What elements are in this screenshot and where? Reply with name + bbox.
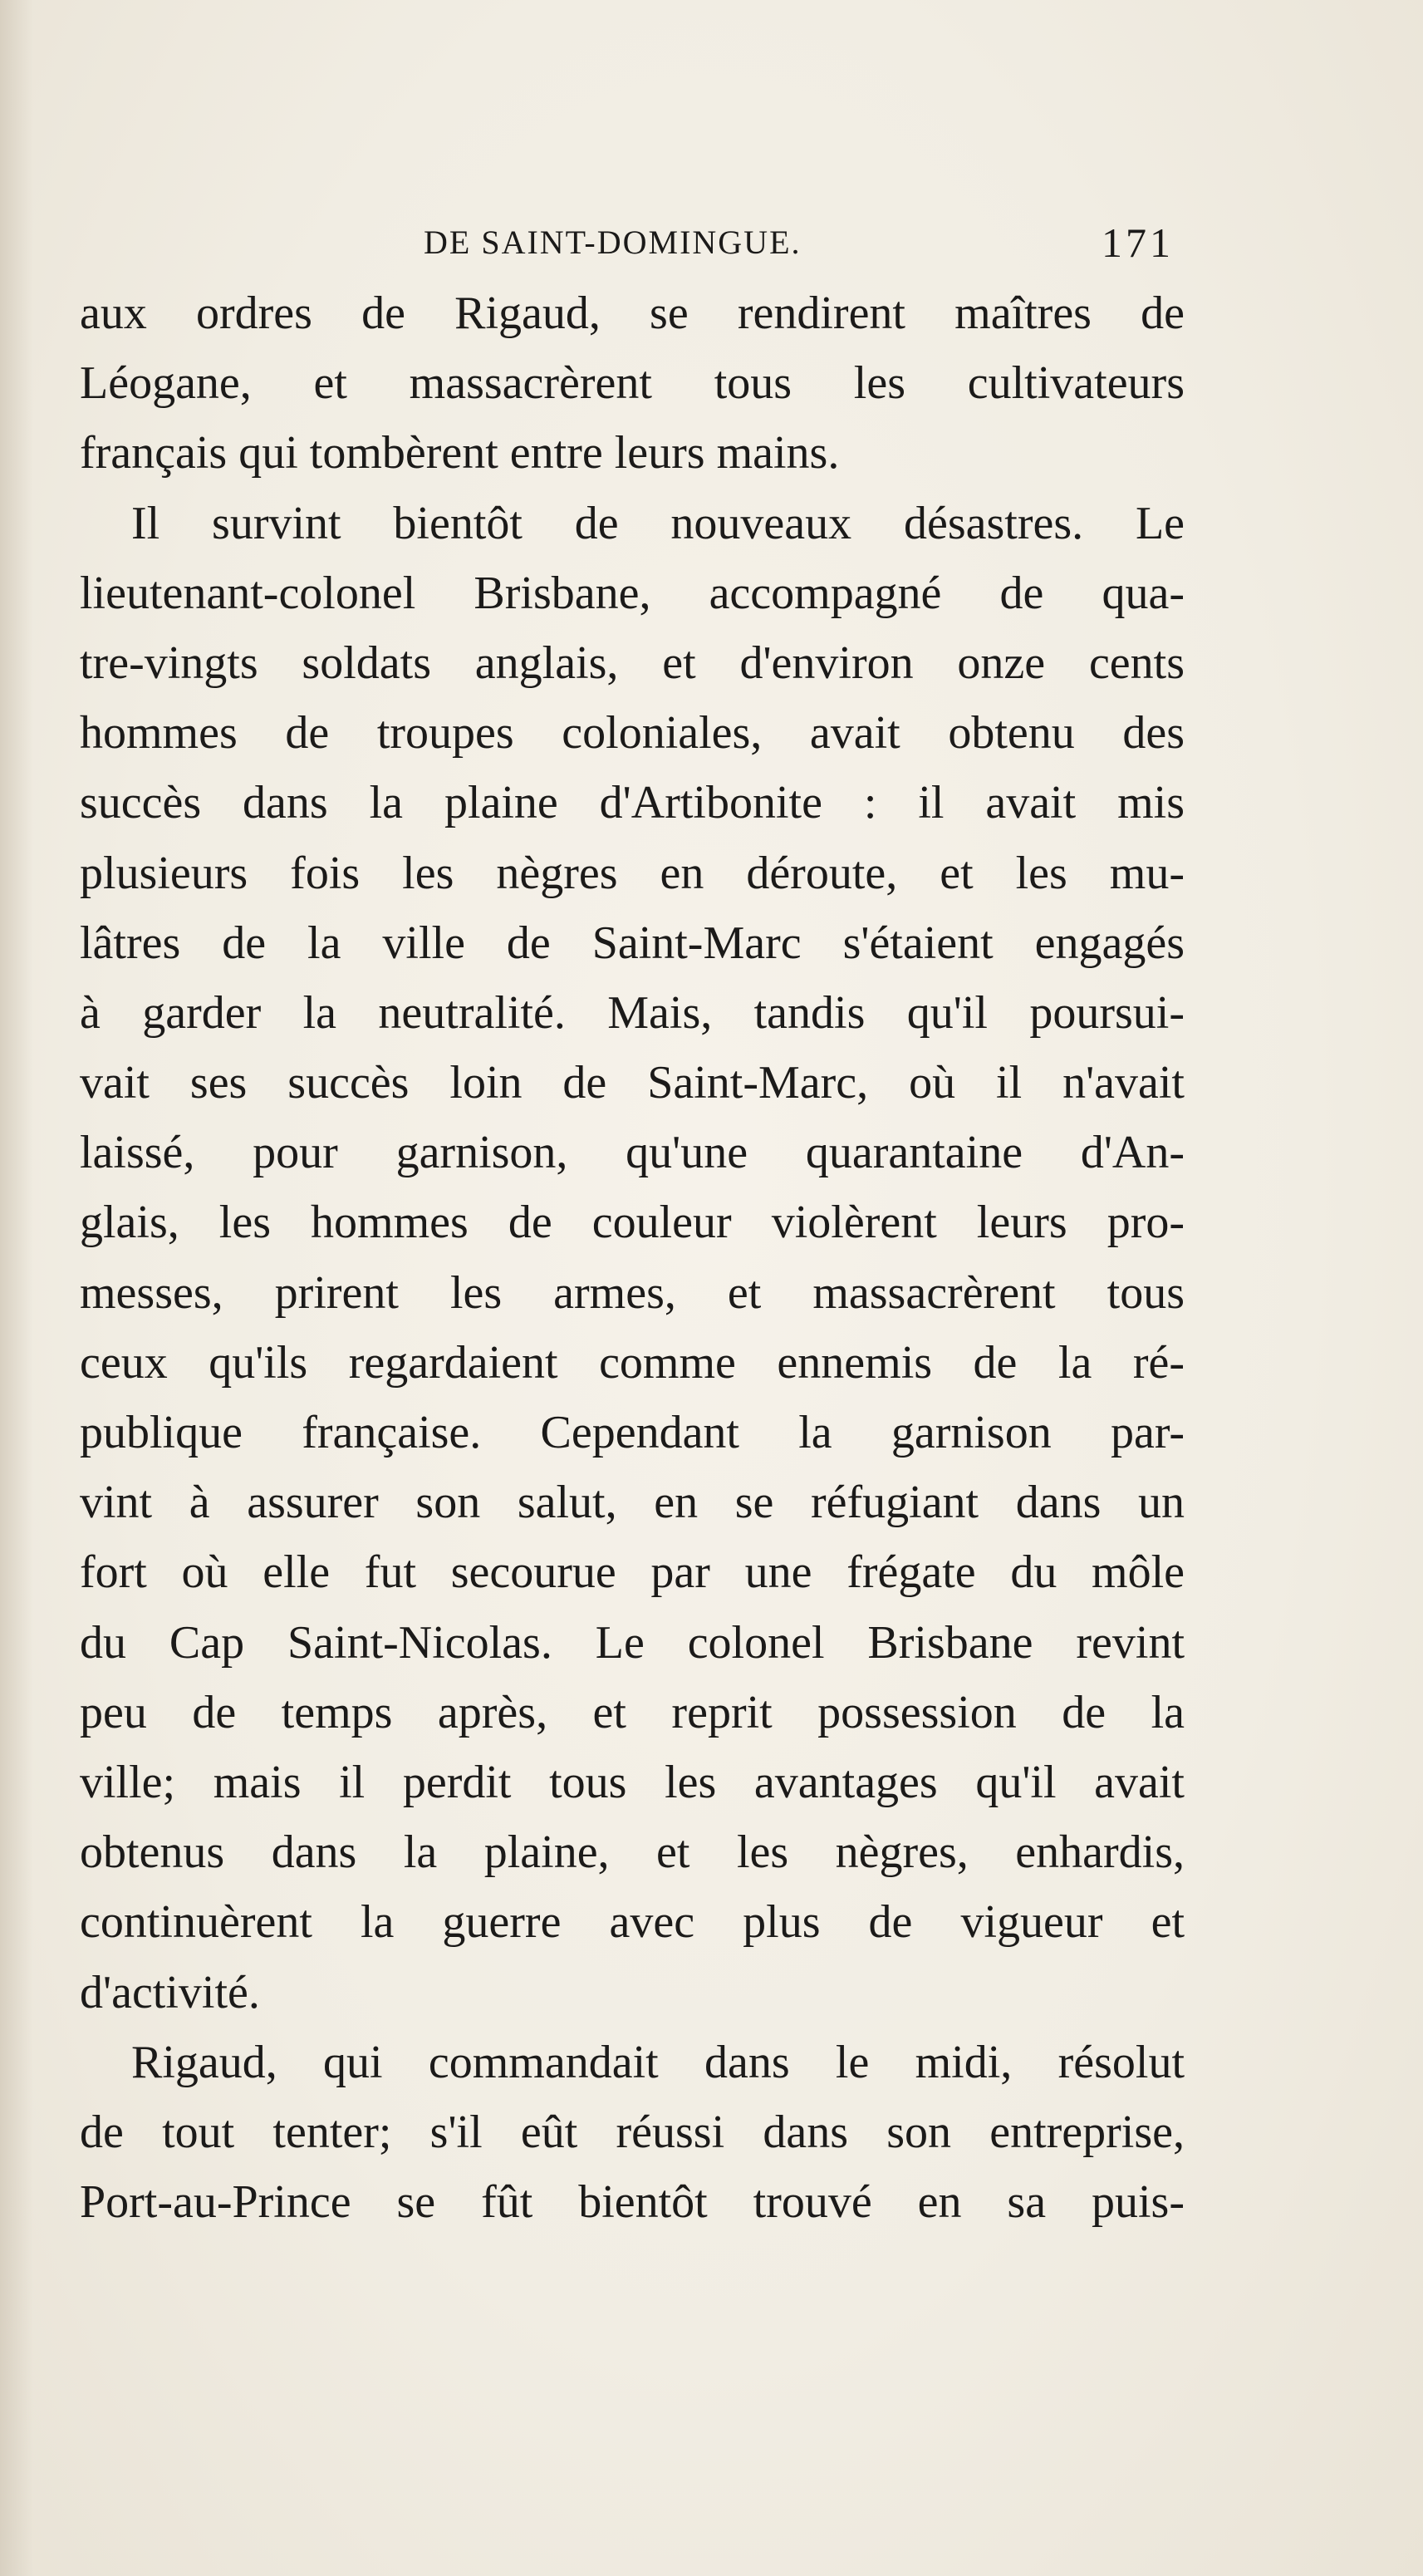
text-line: messes, prirent les armes, et massacrèrent tous [80,1266,1185,1319]
text-line: plusieurs fois les nègres en déroute, et les mu- [80,847,1185,899]
text-line: vait ses succès loin de Saint-Marc, où il n'avait [80,1057,1185,1109]
text-line: publique française. Cependant la garnison par- [80,1407,1185,1458]
text-line: à garder la neutralité. Mais, tandis qu'il poursui- [80,986,1185,1039]
text-line: Il survint bientôt de nouveaux désastres. Le [131,497,1185,549]
text-line: Port-au-Prince se fût bientôt trouvé en sa puis- [80,2176,1185,2229]
text-line: fort où elle fut secourue par une frégate du môle [80,1546,1185,1599]
text-line: ville; mais il perdit tous les avantages qu'il avait [80,1756,1185,1808]
text-line: lâtres de la ville de Saint-Marc s'étaient engagés [80,917,1185,969]
text-line: Léogane, et massacrèrent tous les cultivateurs [80,357,1185,410]
text-line: français qui tombèrent entre leurs mains. [80,427,840,479]
page-gutter-shadow [0,0,33,2576]
text-line: glais, les hommes de couleur violèrent leurs pro- [80,1197,1185,1249]
text-line: obtenus dans la plaine, et les nègres, enhardis, [80,1826,1185,1879]
text-line: hommes de troupes coloniales, avait obtenu des [80,707,1185,760]
text-line: vint à assurer son salut, en se réfugiant dans un [80,1477,1185,1529]
text-line: de tout tenter; s'il eût réussi dans son entreprise, [80,2106,1185,2158]
page-header [0,218,1423,268]
text-line: tre-vingts soldats anglais, et d'environ onze cents [80,637,1185,689]
text-line: d'activité. [80,1966,260,2018]
text-line: lieutenant-colonel Brisbane, accompagné de qua- [80,567,1185,619]
text-line: succès dans la plaine d'Artibonite : il avait mis [80,777,1185,829]
text-line: du Cap Saint-Nicolas. Le colonel Brisbane revint [80,1616,1185,1669]
text-line: aux ordres de Rigaud, se rendirent maîtres de [80,288,1185,339]
body-text [80,278,1185,2237]
page-number: 171 [1102,219,1174,266]
text-line: laissé, pour garnison, qu'une quarantaine d'An- [80,1127,1185,1179]
text-line: continuèrent la guerre avec plus de vigueur et [80,1896,1185,1949]
running-head: DE SAINT-DOMINGUE. [424,224,802,261]
text-line: Rigaud, qui commandait dans le midi, résolut [131,2036,1185,2088]
text-line: ceux qu'ils regardaient comme ennemis de la ré- [80,1336,1185,1389]
text-line: peu de temps après, et reprit possession de la [80,1686,1185,1738]
